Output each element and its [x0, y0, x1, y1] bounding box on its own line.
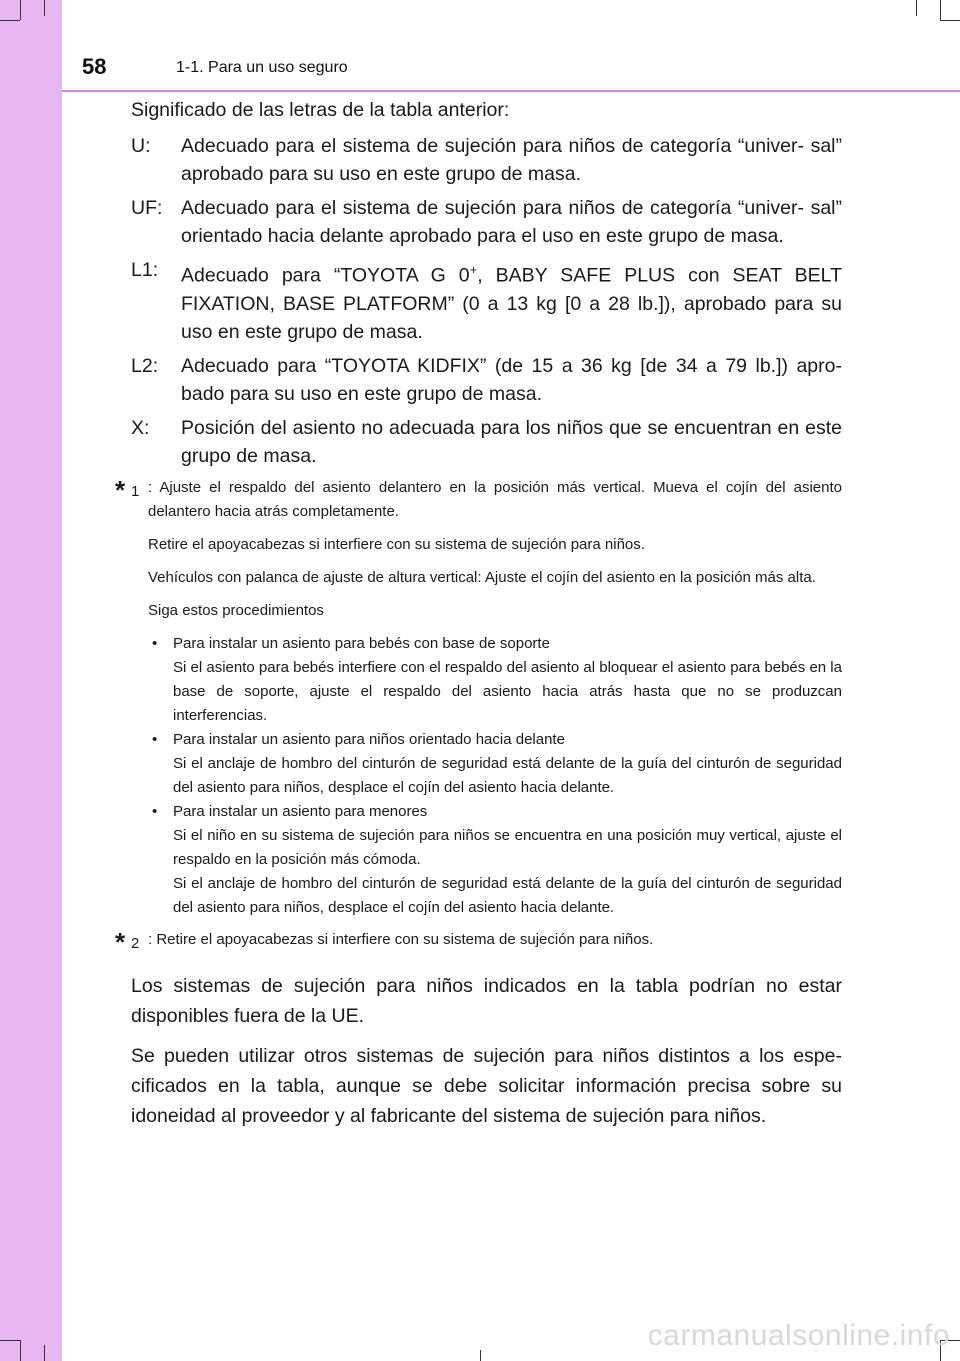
definition-code: X:	[131, 416, 150, 439]
definition-code: U:	[131, 135, 151, 157]
asterisk-mark: *	[115, 926, 126, 957]
footnote-marker	[115, 926, 148, 961]
crop-mark-top-right-v	[940, 0, 941, 20]
list-item-title: Para instalar un asiento para menores	[173, 802, 428, 820]
footnote-1	[115, 474, 842, 920]
list-item-title: Para instalar un asiento para bebés con base de soporte	[173, 634, 550, 652]
footnote-marker	[115, 474, 148, 920]
definition-code: L1:	[131, 259, 159, 281]
closing-paragraph: Se pueden utilizar otros sistemas de sujeción para niños distintos a los espe- cificados en la tabla, aunque se debe solicitar información precisa sobre su idoneidad al proveedor y al fabricante del sistema de sujeción para niños.	[131, 1044, 842, 1127]
crop-mark-top-right	[940, 20, 960, 21]
page-number: 58	[82, 54, 107, 79]
page-header	[62, 50, 960, 90]
header-rule	[62, 90, 960, 92]
list-item-line: Si el niño en su sistema de sujeción para niños se encuentra en una posición muy vertical, ajuste el respaldo en la posición más cómoda.	[173, 826, 842, 868]
crop-mark-bottom-left	[0, 1340, 20, 1341]
crop-mark-bottom-left-tick	[44, 1345, 45, 1361]
list-item	[148, 632, 842, 728]
page-side-band	[0, 0, 62, 1361]
footnote-paragraph: : Retire el apoyacabezas si interfiere con su sistema de sujeción para niños.	[148, 930, 654, 948]
bullet-icon: •	[152, 802, 158, 820]
footnote-paragraph: Siga estos procedimientos	[148, 601, 324, 619]
definition-l2	[131, 352, 842, 408]
definition-text: Adecuado para “TOYOTA KIDFIX” (de 15 a 36 kg [de 34 a 79 lb.]) apro- bado para su uso en este grupo de masa.	[181, 354, 842, 405]
footnote-paragraph: Retire el apoyacabezas si interfiere con su sistema de sujeción para niños.	[148, 535, 645, 553]
definition-code: UF:	[131, 197, 163, 219]
list-item	[148, 728, 842, 800]
bullet-icon: •	[152, 634, 158, 652]
asterisk-mark: *	[115, 474, 126, 505]
definition-code: L2:	[131, 354, 159, 377]
definition-uf	[131, 194, 842, 250]
definition-text: Adecuado para el sistema de sujeción para niños de categoría “univer- sal” aprobado para su uso en este grupo de masa.	[181, 135, 842, 185]
section-title: 1-1. Para un uso seguro	[176, 59, 348, 76]
footnote-2	[115, 926, 842, 961]
definition-l1	[131, 256, 842, 346]
list-item-line: Si el anclaje de hombro del cinturón de seguridad está delante de la guía del cinturón de seguridad del asiento para niños, desplace el cojín del asiento hacia delante.	[173, 874, 842, 916]
watermark: carmanualsonline.info	[647, 1319, 950, 1352]
crop-mark-top-left	[0, 20, 20, 21]
list-item-text	[173, 800, 842, 920]
crop-mark-top-left-v	[20, 0, 21, 20]
list-item-title: Para instalar un asiento para niños orientado hacia delante	[173, 730, 565, 748]
crop-mark-bottom-left-v	[20, 1340, 21, 1361]
closing-paragraphs	[131, 971, 842, 1131]
bullet-icon: •	[152, 730, 158, 748]
list-item	[148, 800, 842, 920]
list-item-text	[173, 728, 842, 800]
closing-paragraph: Los sistemas de sujeción para niños indicados en la tabla podrían no estar disponibles fuera de la UE.	[131, 974, 842, 1027]
definition-u	[131, 132, 842, 188]
superscript-plus: +	[469, 262, 478, 277]
footnote-number: 2	[131, 934, 140, 952]
list-item-line: Si el anclaje de hombro del cinturón de seguridad está delante de la guía del cinturón de seguridad del asiento para niños, desplace el cojín del asiento hacia delante.	[173, 754, 842, 796]
footnotes	[115, 474, 842, 961]
footnote-paragraph: : Ajuste el respaldo del asiento delantero en la posición más vertical. Mueva el cojín del asiento delantero hacia atrás completamente.	[148, 478, 842, 520]
definition-text: Adecuado para el sistema de sujeción para niños de categoría “univer- sal” orientado hacia delante aprobado para el uso en este grupo de masa.	[181, 197, 842, 247]
footnote-number: 1	[131, 482, 140, 500]
definition-x	[131, 414, 842, 470]
footnote-paragraph: Vehículos con palanca de ajuste de altura vertical: Ajuste el cojín del asiento en la posición más alta.	[148, 568, 816, 586]
definition-text-after: , BABY SAFE PLUS con SEAT BELT FIXATION, BASE PLATFORM” (0 a 13 kg [0 a 28 lb.]), aprobado para su uso en este grupo de masa.	[181, 264, 842, 343]
footnote-body	[148, 476, 842, 920]
intro-text: Significado de las letras de la tabla anterior:	[131, 99, 510, 121]
footnote-body	[148, 928, 842, 961]
definition-text	[181, 256, 842, 346]
procedure-list	[148, 632, 842, 920]
definition-text: Posición del asiento no adecuada para los niños que se encuentran en este grupo de masa.	[181, 416, 842, 467]
list-item-line: Si el asiento para bebés interfiere con el respaldo del asiento al bloquear el asiento para bebés en la base de soporte, ajuste el respaldo del asiento hacia atrás hasta que no se produzcan interferencias.	[173, 658, 842, 724]
crop-mark-top-right-tick	[916, 0, 917, 16]
crop-mark-top-left-tick	[44, 0, 45, 16]
page-content	[115, 96, 842, 1141]
list-item-text	[173, 632, 842, 728]
definition-text-before: Adecuado para “TOYOTA G 0	[181, 264, 470, 287]
crop-mark-bottom-mid-tick	[480, 1350, 481, 1361]
